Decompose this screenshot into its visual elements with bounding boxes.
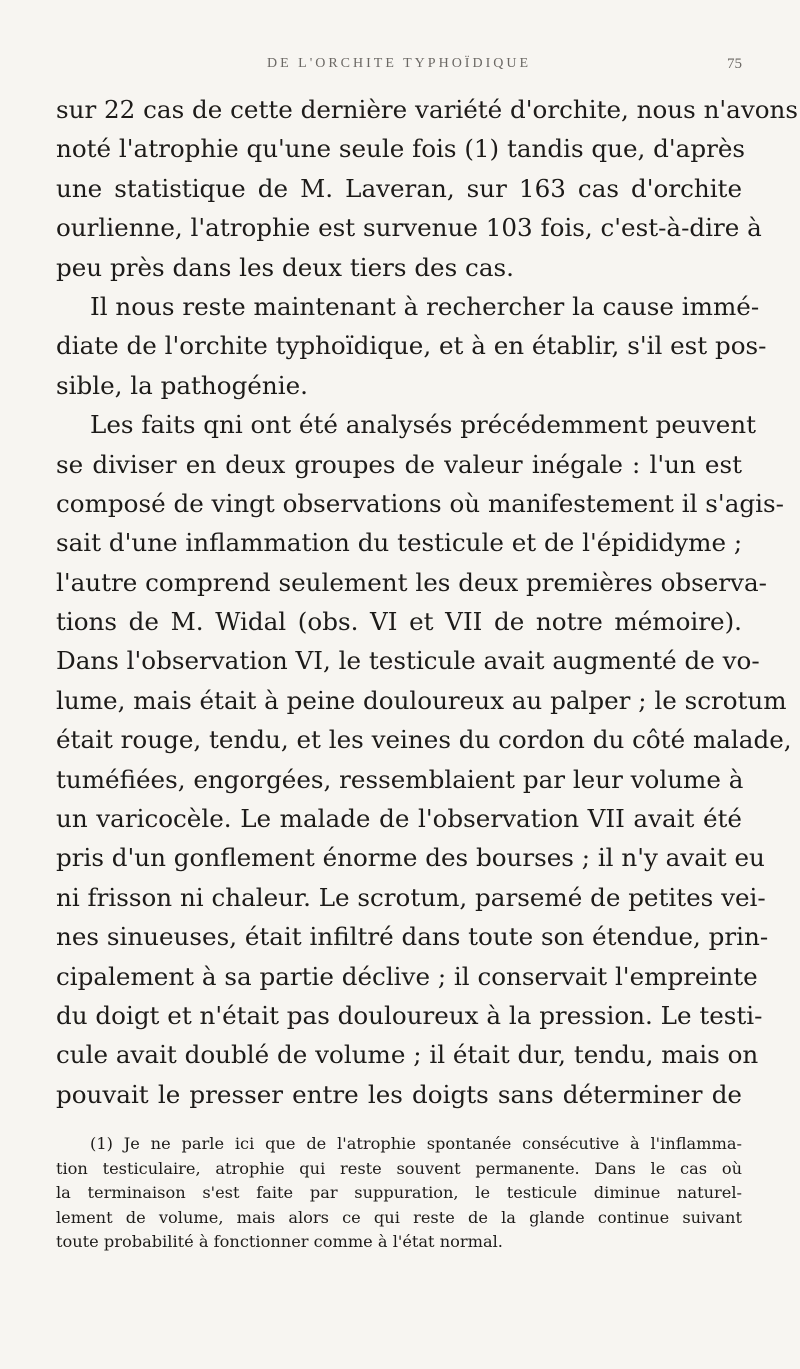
text-line: sur 22 cas de cette dernière variété d'orchite, nous n'avons (56, 95, 799, 124)
footnote-line: tion testiculaire, atrophie qui reste souvent permanente. Dans le cas où (56, 1158, 742, 1178)
text-line: l'autre comprend seulement les deux premières observa- (56, 567, 767, 597)
text-line: ourlienne, l'atrophie est survenue 103 fois, c'est-à-dire à (56, 213, 762, 243)
text-line: pris d'un gonflement énorme des bourses ; il n'y avait eu (56, 843, 765, 873)
text-line: nes sinueuses, était infiltré dans toute son étendue, prin- (56, 922, 769, 952)
text-line: peu près dans les deux tiers des cas. (56, 252, 514, 282)
text-line: composé de vingt observations où manifestement il s'agis- (56, 488, 784, 518)
text-line: Il nous reste maintenant à rechercher la cause immé- (90, 291, 760, 321)
footnote-line: lement de volume, mais alors ce qui reste de la glande continue suivant (56, 1207, 742, 1227)
text-line: pouvait le presser entre les doigts sans déterminer de (56, 1079, 742, 1109)
footnote-line: toute probabilité à fonctionner comme à l'état normal. (56, 1232, 503, 1251)
text-line: ni frisson ni chaleur. Le scrotum, parsemé de petites vei- (56, 882, 766, 912)
text-line: tions de M. Widal (obs. VI et VII de notre mémoire). (56, 607, 742, 637)
footnote-line: (1) Je ne parle ici que de l'atrophie spontanée consécutive à l'inflamma- (90, 1134, 742, 1153)
text-line: une statistique de M. Laveran, sur 163 cas d'orchite (56, 173, 742, 203)
text-line: sible, la pathogénie. (56, 370, 308, 400)
text-line: du doigt et n'était pas douloureux à la pression. Le testi- (56, 1000, 763, 1030)
page-number: 75 (727, 56, 742, 72)
footnote (56, 1132, 742, 1255)
footnote-line: la terminaison s'est faite par suppuration, le testicule diminue naturel- (56, 1183, 742, 1202)
text-line: noté l'atrophie qu'une seule fois (1) tandis que, d'après (56, 134, 746, 164)
text-line: était rouge, tendu, et les veines du cordon du côté malade, (56, 725, 792, 755)
text-line: diate de l'orchite typhoïdique, et à en établir, s'il est pos- (56, 331, 767, 361)
text-line: un varicocèle. Le malade de l'observation VII avait été (56, 804, 742, 834)
text-line: Dans l'observation VI, le testicule avait augmenté de vo- (56, 646, 760, 676)
text-line: tuméfiées, engorgées, ressemblaient par leur volume à (56, 764, 744, 794)
main-text (56, 90, 799, 1114)
text-line: lume, mais était à peine douloureux au palper ; le scrotum (56, 685, 787, 715)
running-title: DE L'ORCHITE TYPHOÏDIQUE (266, 56, 532, 71)
text-line: cule avait doublé de volume ; il était dur, tendu, mais on (56, 1040, 759, 1070)
text-line: cipalement à sa partie déclive ; il conservait l'empreinte (56, 961, 758, 991)
text-line: Les faits qni ont été analysés précédemment peuvent (90, 410, 756, 440)
text-line: sait d'une inflammation du testicule et de l'épididyme ; (56, 528, 743, 558)
running-head (56, 56, 742, 80)
text-line: se diviser en deux groupes de valeur inégale : l'un est (56, 449, 742, 479)
